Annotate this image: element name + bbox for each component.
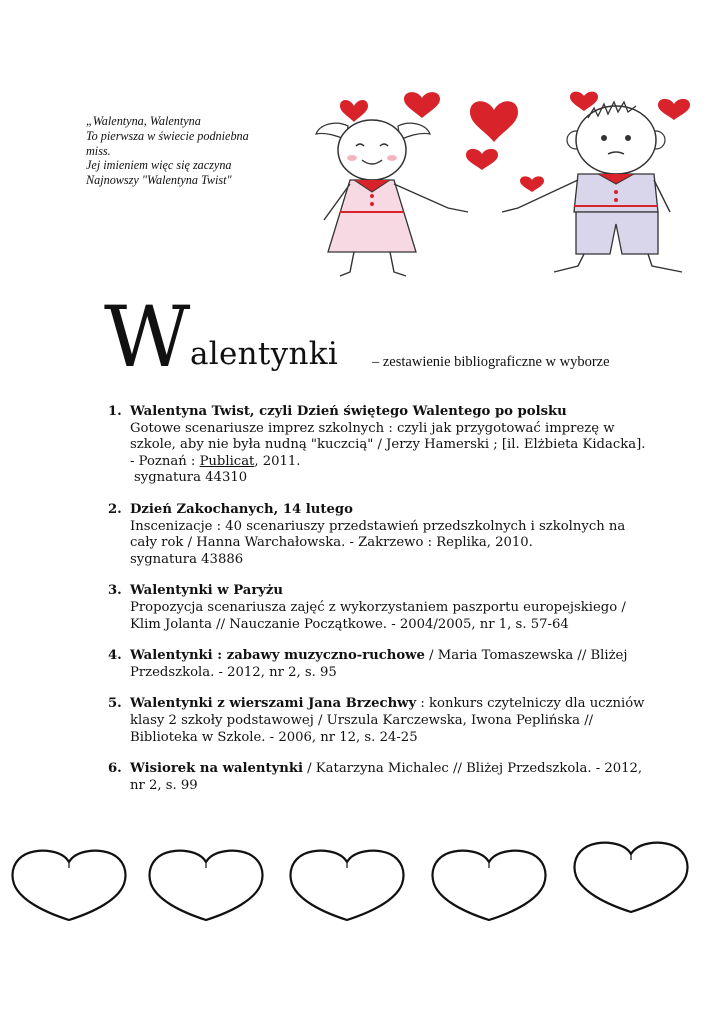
heart-outline-icon [147,848,265,922]
list-item [108,761,648,794]
item-description: Gotowe scenariusze imprez szkolnych : czyli jak przygotować imprezę w szkole, aby nie była nudną "kuczcią" / Jerzy Hamerski ; [il. Elżbieta Kidacka]. - Poznań : [130,420,646,469]
heart-outline-icon [10,848,128,922]
list-item [108,696,648,746]
item-title: Walentyna Twist, czyli Dzień świętego Walentego po polsku [130,404,567,419]
item-description-end: , 2011. [254,453,301,469]
title-text: alentynki [190,336,339,372]
poem-line: miss. [86,143,111,158]
girl-figure [316,120,468,276]
valentine-children-illustration [298,84,710,280]
item-description: Inscenizacje : 40 scenariuszy przedstawień przedszkolnych i szkolnych na cały rok / Hanna Warchałowska. - Zakrzewo : Replika, 2010. [130,518,626,551]
item-description: / Katarzyna Michalec // Bliżej Przedszkola. - 2012, nr 2, s. 99 [130,761,643,793]
heart-icon [466,149,498,170]
heart-icon [340,100,368,122]
list-item [108,404,648,487]
poem-line: Jej imieniem więc się zaczyna [86,158,232,173]
title-subtitle: – zestawienie bibliograficzne w wyborze [372,354,610,370]
item-signature: sygnatura 43886 [130,551,244,567]
list-item [108,583,648,633]
heart-icon [658,99,690,120]
item-title: Dzień Zakochanych, 14 lutego [130,501,353,517]
item-number: 1. [108,404,122,419]
item-title: Walentynki z wierszami Jana Brzechwy [130,696,417,712]
heart-icon [404,92,440,118]
heart-outline-icon [430,848,548,922]
item-title: Walentynki : zabawy muzyczno-ruchowe [130,648,425,664]
list-item [108,502,648,568]
poem-line: Najnowszy "Walentyna Twist" [86,173,232,188]
item-title: Walentynki w Paryżu [130,583,284,599]
poem-line: „Walentyna, Walentyna [86,114,201,128]
item-number: 3. [108,583,122,599]
item-number: 4. [108,648,122,664]
list-item [108,648,648,681]
title-initial: W [104,288,191,386]
item-description: : konkurs czytelniczy dla uczniów klasy 2 szkoły podstawowej / Urszula Karczewska, Iwona Peplińska // Biblioteka w Szkole. - 2006, nr 12, s. 24-25 [130,696,645,745]
publisher-link[interactable]: Publicat [199,453,255,469]
item-signature: sygnatura 44310 [134,470,248,486]
heart-outline-icon [288,848,406,922]
decorative-hearts-row [8,836,716,916]
heart-outline-icon [572,840,690,914]
item-description: / Maria Tomaszewska // Bliżej Przedszkola. - 2012, nr 2, s. 95 [130,648,628,680]
item-number: 5. [108,696,122,712]
heart-icon [470,101,518,142]
heart-icon [520,176,544,192]
item-number: 2. [108,501,122,517]
document-title [104,288,664,386]
bibliography-list [108,404,648,809]
item-title: Wisiorek na walentynki [130,761,303,777]
poem-excerpt [86,114,296,188]
item-number: 6. [108,761,122,777]
poem-line: To pierwsza w świecie podniebna [86,128,249,143]
item-description: Propozycja scenariusza zajęć z wykorzystaniem paszportu europejskiego / Klim Jolanta // Nauczanie Początkowe. - 2004/2005, nr 1, s. 57-64 [130,599,626,632]
